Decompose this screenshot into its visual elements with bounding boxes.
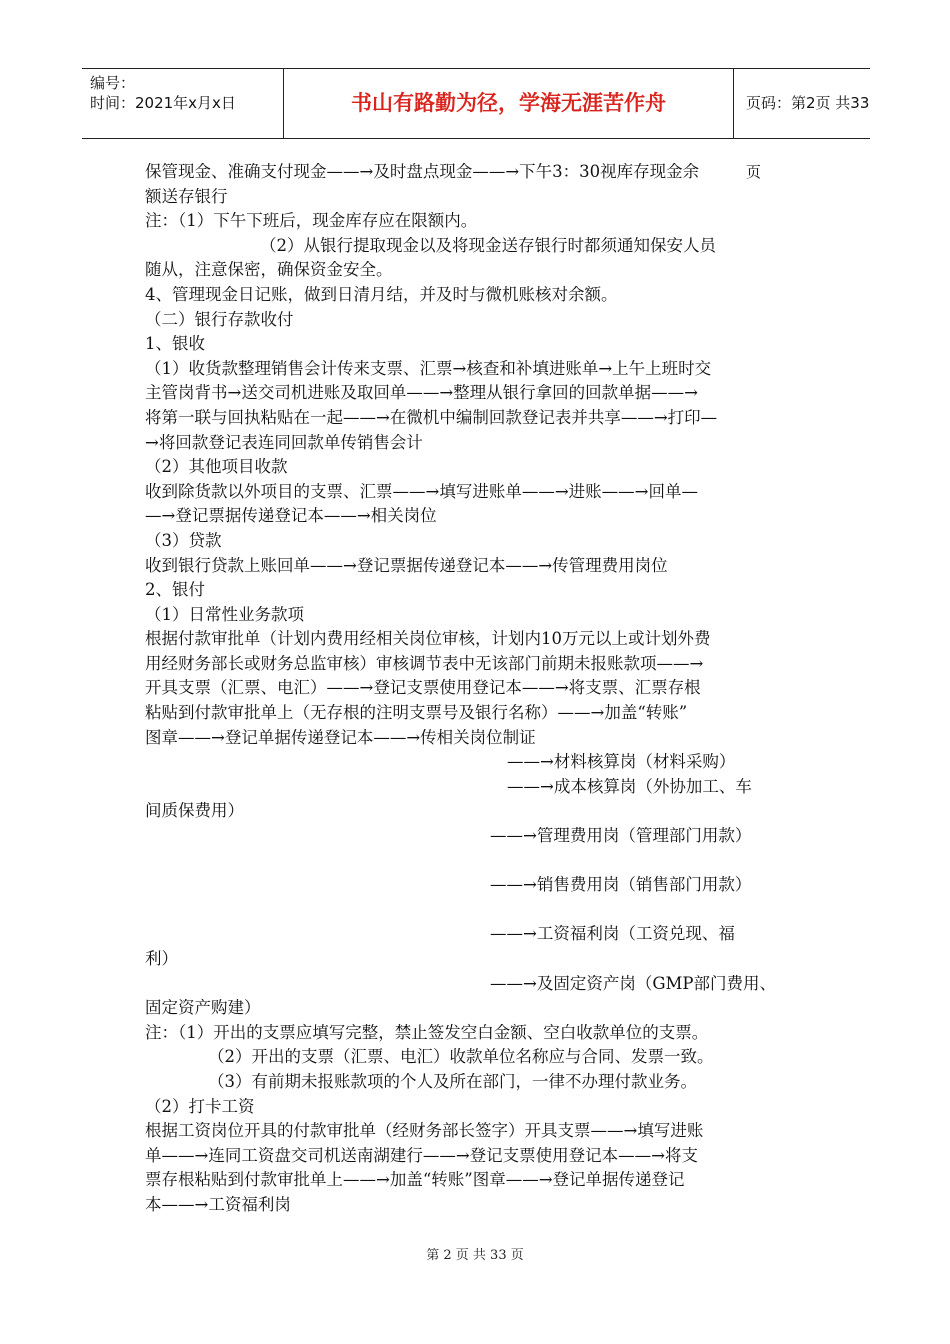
text-line: 额送存银行 [145,186,228,206]
note-line: （3）有前期未报账款项的个人及所在部门，一律不办理付款业务。 [208,1071,697,1091]
subsection-heading: 1、银收 [145,334,205,354]
text-line: 随从，注意保密，确保资金安全。 [145,260,393,280]
note-line: （2）从银行提取现金以及将现金送存银行时都须通知保安人员 [260,235,716,255]
subsection-heading: 2、银付 [145,580,205,600]
branch-line: ——→及固定资产岗（GMP部门费用、 [490,973,777,993]
text-line: 本——→工资福利岗 [145,1194,291,1214]
document-number-label: 编号： [90,74,136,92]
item-heading: （3）贷款 [145,530,222,550]
header-page-label: 页码：第2页 共33页 [746,94,870,181]
note-line: 注：（1）下午下班后，现金库存应在限额内。 [145,211,478,231]
text-line: →将回款登记表连同回款单传销售会计 [145,432,423,452]
text-line: 开具支票（汇票、电汇）——→登记支票使用登记本——→将支票、汇票存根 [145,678,701,698]
text-line: 收到除货款以外项目的支票、汇票——→填写进账单——→进账——→回单— [145,481,698,501]
text-line: 粘贴到付款审批单上（无存根的注明支票号及银行名称）——→加盖“转账” [145,703,688,723]
text-line: 4、管理现金日记账，做到日清月结，并及时与微机账核对余额。 [145,284,618,304]
header-meta-cell [82,69,284,138]
text-line: 固定资产购建） [145,998,261,1018]
item-heading: （1）日常性业务款项 [145,604,304,624]
item-heading: （2）其他项目收款 [145,457,288,477]
text-line: 间质保费用） [145,801,244,821]
text-line: 单——→连同工资盘交司机送南湖建行——→登记支票使用登记本——→将支 [145,1145,698,1165]
text-line: 票存根粘贴到付款审批单上——→加盖“转账”图章——→登记单据传递登记 [145,1170,685,1190]
branch-line: ——→工资福利岗（工资兑现、福 [490,924,735,944]
branch-line: ——→管理费用岗（管理部门用款） [490,826,752,846]
section-heading: （二）银行存款收付 [145,309,294,329]
branch-line: ——→销售费用岗（销售部门用款） [490,875,752,895]
text-line: 收到银行贷款上账回单——→登记票据传递登记本——→传管理费用岗位 [145,555,668,575]
document-body [145,160,805,1218]
branch-line: ——→成本核算岗（外协加工、车 [507,776,752,796]
branch-line: ——→材料核算岗（材料采购） [507,752,736,772]
item-heading: （2）打卡工资 [145,1096,255,1116]
header-motto: 书山有路勤为径，学海无涯苦作舟 [284,69,734,138]
document-time-label: 时间：2021年x月x日 [90,94,236,112]
note-line: 注：（1）开出的支票应填写完整，禁止签发空白金额、空白收款单位的支票。 [145,1022,709,1042]
text-line: —→登记票据传递登记本——→相关岗位 [145,506,437,526]
note-line: （2）开出的支票（汇票、电汇）收款单位名称应与合同、发票一致。 [208,1047,714,1067]
text-line: 根据付款审批单（计划内费用经相关岗位审核，计划内10万元以上或计划外费 [145,629,711,649]
text-line: 利） [145,949,178,968]
text-line: 用经财务部长或财务总监审核）审核调节表中无该部门前期未报账款项——→ [145,653,704,673]
text-line: （1）收货款整理销售会计传来支票、汇票→核查和补填进账单→上午上班时交 [145,358,712,378]
text-line: 图章——→登记单据传递登记本——→传相关岗位制证 [145,727,536,747]
text-line: 主管岗背书→送交司机进账及取回单——→整理从银行拿回的回款单据——→ [145,383,698,403]
text-line: 将第一联与回执粘贴在一起——→在微机中编制回款登记表并共享——→打印— [145,407,718,427]
text-line: 保管现金、准确支付现金——→及时盘点现金——→下午3：30视库存现金余 [145,162,700,181]
text-line: 根据工资岗位开具的付款审批单（经财务部长签字）开具支票——→填写进账 [145,1121,704,1141]
page-footer: 第 2 页 共 33 页 [426,1248,524,1263]
